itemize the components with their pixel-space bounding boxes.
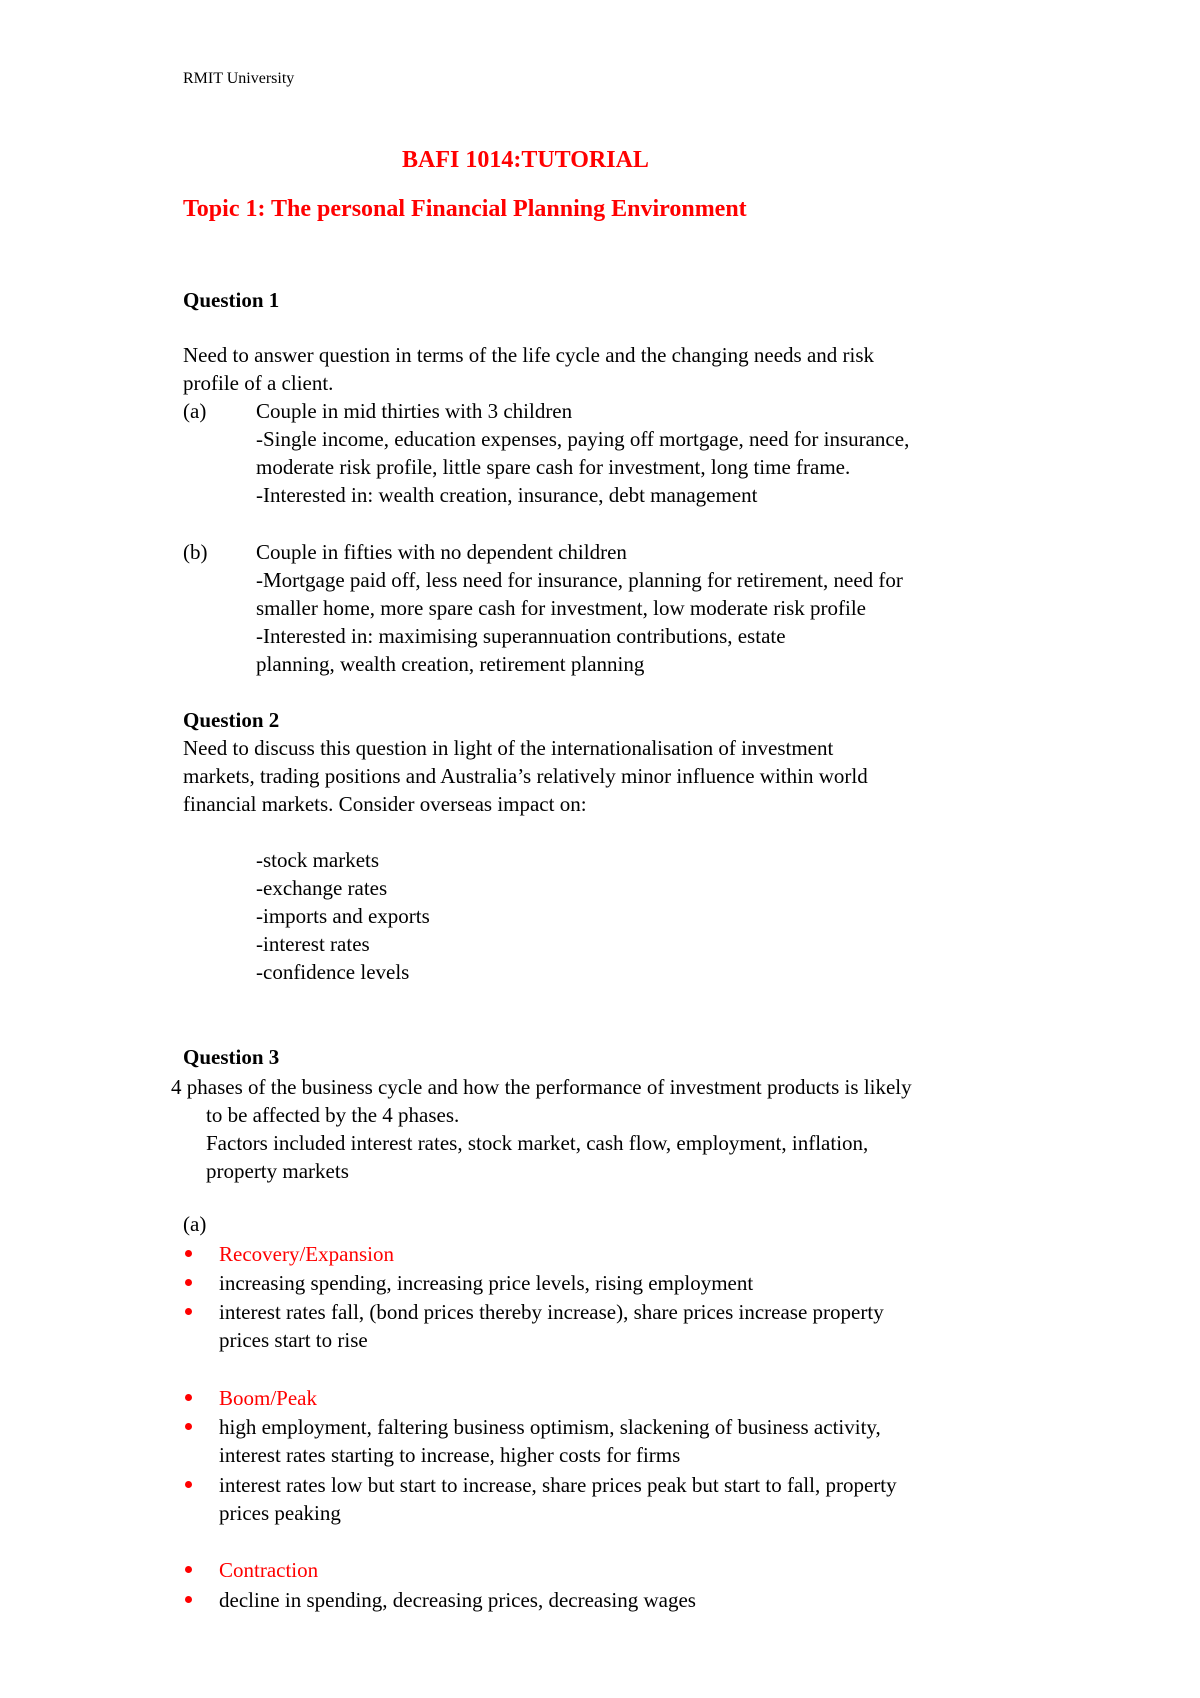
bullet-icon bbox=[185, 1308, 192, 1315]
question-3-intro-rest: to be affected by the 4 phases. bbox=[206, 1103, 460, 1127]
question-1-heading: Question 1 bbox=[183, 288, 280, 312]
bullet-icon bbox=[185, 1423, 192, 1430]
bullet-text-continued: prices start to rise bbox=[219, 1328, 368, 1352]
question-3-heading: Question 3 bbox=[183, 1045, 280, 1069]
topic-title: Topic 1: The personal Financial Planning Environment bbox=[183, 196, 747, 222]
list-item: -confidence levels bbox=[256, 960, 410, 984]
bullet-icon bbox=[185, 1394, 192, 1401]
bullet-icon bbox=[185, 1596, 192, 1603]
q1-part-b-body bbox=[256, 538, 903, 678]
bullet-text: interest rates fall, (bond prices thereby increase), share prices increase property bbox=[219, 1300, 884, 1324]
text-line: Couple in mid thirties with 3 children bbox=[256, 399, 573, 423]
course-title: BAFI 1014:TUTORIAL bbox=[402, 147, 649, 173]
list-item: -stock markets bbox=[256, 848, 380, 872]
text-line: financial markets. Consider overseas impact on: bbox=[183, 792, 587, 816]
question-1-intro bbox=[183, 341, 874, 397]
question-3-intro-first: 4 phases of the business cycle and how the performance of investment products is likely bbox=[171, 1075, 912, 1099]
bullet-text-continued: interest rates starting to increase, higher costs for firms bbox=[219, 1443, 681, 1467]
text-line: moderate risk profile, little spare cash for investment, long time frame. bbox=[256, 455, 851, 479]
bullet-text: decline in spending, decreasing prices, decreasing wages bbox=[219, 1588, 696, 1612]
bullet-icon bbox=[185, 1279, 192, 1286]
text-line: -Mortgage paid off, less need for insurance, planning for retirement, need for bbox=[256, 568, 903, 592]
text-line: markets, trading positions and Australia’s relatively minor influence within world bbox=[183, 764, 868, 788]
header-institution: RMIT University bbox=[183, 70, 295, 87]
text-line: -Single income, education expenses, paying off mortgage, need for insurance, bbox=[256, 427, 910, 451]
bullet-icon bbox=[185, 1566, 192, 1573]
text-line: Need to answer question in terms of the life cycle and the changing needs and risk bbox=[183, 343, 875, 367]
question-3-factors-last: property markets bbox=[206, 1159, 349, 1183]
question-2-heading: Question 2 bbox=[183, 708, 280, 732]
bullet-text: interest rates low but start to increase, share prices peak but start to fall, property bbox=[219, 1473, 897, 1497]
question-2-intro bbox=[183, 734, 868, 818]
text-line: smaller home, more spare cash for investment, low moderate risk profile bbox=[256, 596, 866, 620]
phase-recovery-expansion: Recovery/Expansion bbox=[219, 1242, 394, 1266]
bullet-text-continued: prices peaking bbox=[219, 1501, 341, 1525]
question-3-factors: Factors included interest rates, stock market, cash flow, employment, inflation, bbox=[206, 1131, 869, 1155]
bullet-icon bbox=[185, 1250, 192, 1257]
bullet-text: high employment, faltering business optimism, slackening of business activity, bbox=[219, 1415, 881, 1439]
q1-part-b-label: (b) bbox=[183, 540, 208, 564]
text-line: planning, wealth creation, retirement planning bbox=[256, 652, 645, 676]
phase-contraction: Contraction bbox=[219, 1558, 319, 1582]
text-line: -Interested in: maximising superannuation contributions, estate bbox=[256, 624, 786, 648]
text-line: profile of a client. bbox=[183, 371, 334, 395]
bullet-icon bbox=[185, 1481, 192, 1488]
list-item: -imports and exports bbox=[256, 904, 430, 928]
question-2-impact-list bbox=[256, 846, 430, 986]
phase-boom-peak: Boom/Peak bbox=[219, 1386, 317, 1410]
text-line: Couple in fifties with no dependent children bbox=[256, 540, 627, 564]
text-line: Need to discuss this question in light of the internationalisation of investment bbox=[183, 736, 834, 760]
text-line: -Interested in: wealth creation, insurance, debt management bbox=[256, 483, 758, 507]
list-item: -interest rates bbox=[256, 932, 370, 956]
q3-part-a-label: (a) bbox=[183, 1212, 207, 1236]
q1-part-a-label: (a) bbox=[183, 399, 207, 423]
bullet-text: increasing spending, increasing price levels, rising employment bbox=[219, 1271, 754, 1295]
list-item: -exchange rates bbox=[256, 876, 388, 900]
q1-part-a-body bbox=[256, 397, 909, 509]
